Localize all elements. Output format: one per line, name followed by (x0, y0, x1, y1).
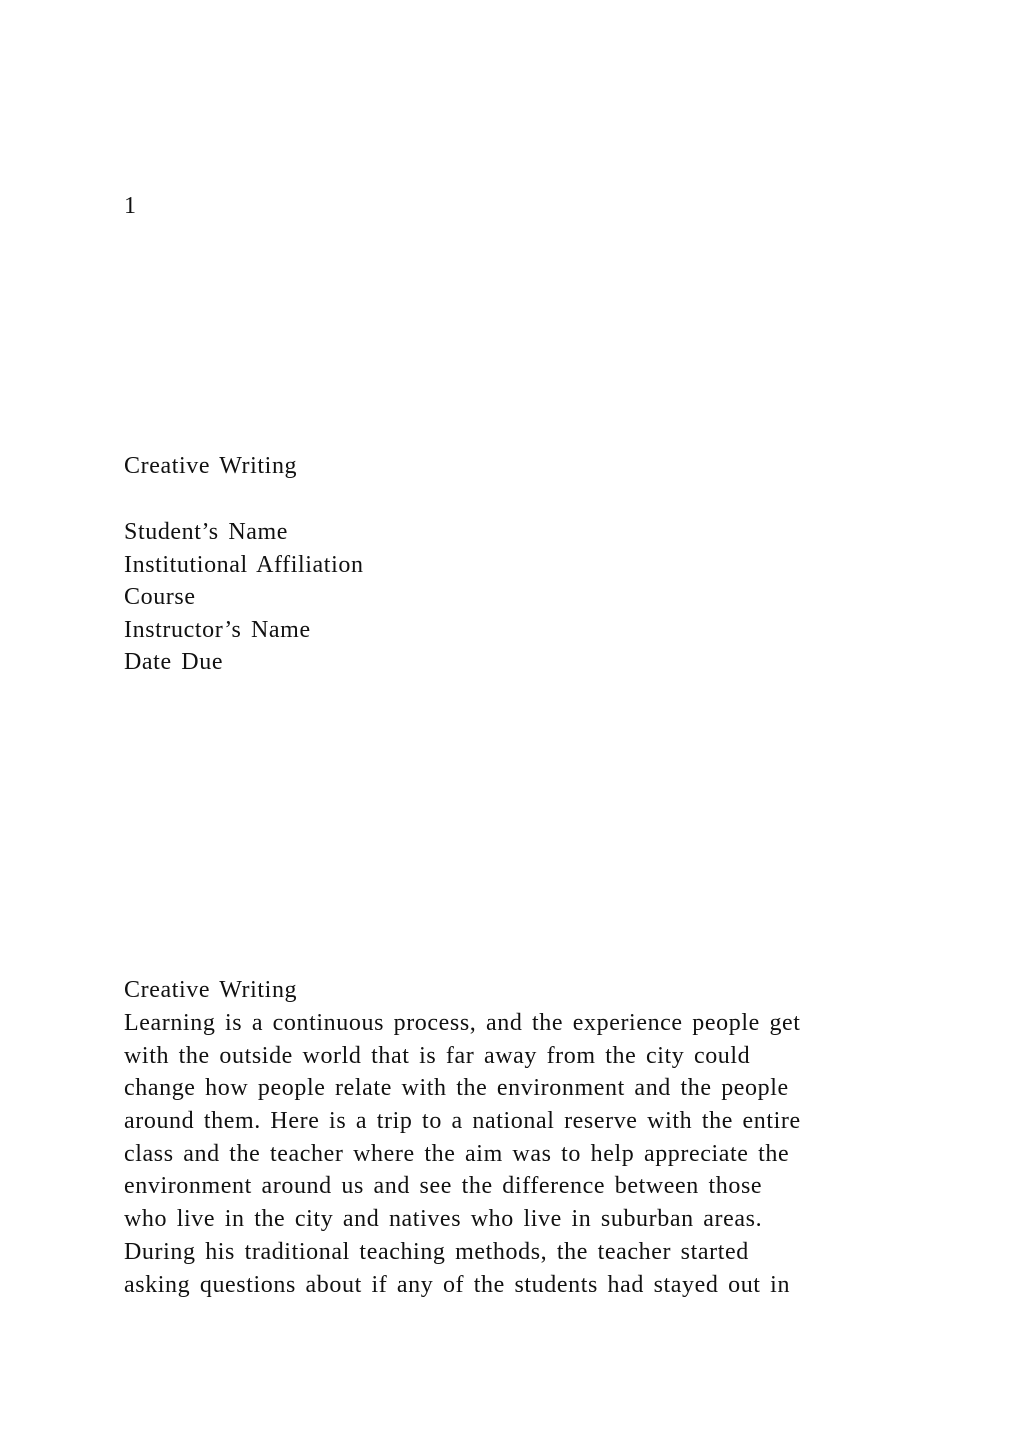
body-line: around them. Here is a trip to a national reserve with the entire (124, 1108, 801, 1135)
body-line: with the outside world that is far away from the city could (124, 1042, 751, 1069)
body-line: who live in the city and natives who live in suburban areas. (124, 1206, 763, 1233)
instructor-name: Instructor’s Name (124, 616, 311, 643)
title-page-title: Creative Writing (124, 453, 298, 479)
body-line: environment around us and see the difference between those (124, 1173, 763, 1200)
course: Course (124, 584, 196, 611)
body-line: asking questions about if any of the students had stayed out in (124, 1271, 791, 1298)
institutional-affiliation: Institutional Affiliation (124, 551, 364, 578)
student-name: Student’s Name (124, 519, 289, 545)
title-page-details (124, 516, 364, 679)
body-paragraph (124, 1007, 801, 1301)
body-line: During his traditional teaching methods, the teacher started (124, 1238, 749, 1265)
page-number: 1 (124, 193, 137, 219)
body-title: Creative Writing (124, 977, 298, 1003)
body-line: class and the teacher where the aim was to help appreciate the (124, 1140, 790, 1167)
body-line: Learning is a continuous process, and the experience people get (124, 1010, 801, 1036)
body-line: change how people relate with the environment and the people (124, 1075, 789, 1102)
date-due: Date Due (124, 649, 224, 676)
